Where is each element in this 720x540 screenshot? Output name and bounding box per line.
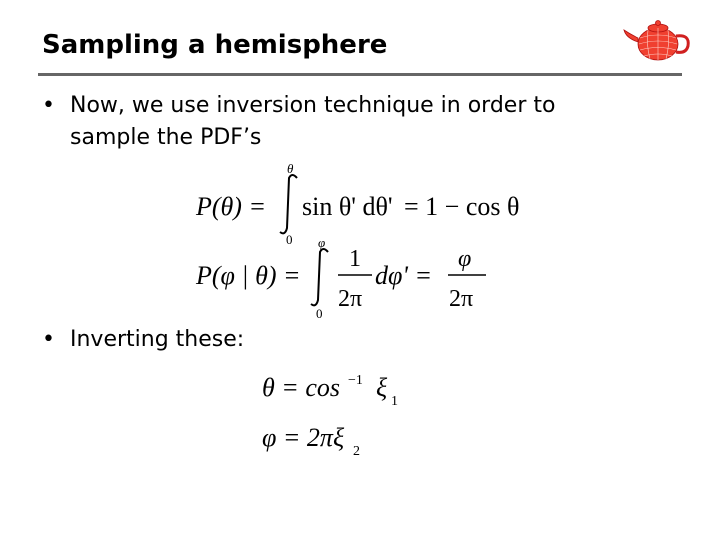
bullet-marker: • — [42, 327, 55, 352]
eq4-main: φ = 2πξ — [262, 423, 345, 452]
eq4-subscript: 2 — [353, 444, 360, 459]
bullet-text-line2: sample the PDF’s — [70, 125, 262, 150]
eq2-upper-limit: φ — [318, 235, 326, 250]
eq3-superscript: −1 — [348, 373, 363, 388]
bullet-marker: • — [42, 93, 55, 118]
eq1-integrand: sin θ' dθ' — [302, 192, 393, 221]
slide-title: Sampling a hemisphere — [42, 30, 388, 60]
eq2-lhs: P(φ | θ) = — [196, 261, 301, 290]
eq3-subscript: 1 — [391, 394, 398, 409]
eq3-main: θ = cos — [262, 373, 340, 402]
eq2-frac-denominator: 2π — [338, 286, 363, 312]
bullet-text: Inverting these: — [70, 327, 245, 352]
eq2-differential: dφ' = — [375, 261, 432, 290]
eq2-rhs-denominator: 2π — [449, 286, 474, 312]
eq1-rhs: = 1 − cos θ — [404, 192, 520, 221]
bullet-text-line1: Now, we use inversion technique in order to — [70, 93, 556, 118]
eq1-lhs: P(θ) = — [196, 192, 267, 221]
eq2-rhs-numerator: φ — [458, 246, 472, 272]
eq1-lower-limit: 0 — [286, 232, 293, 247]
eq1-upper-limit: θ — [287, 161, 294, 176]
eq2-frac-numerator: 1 — [349, 246, 361, 272]
eq2-lower-limit: 0 — [316, 306, 323, 321]
eq3-xi: ξ — [376, 373, 388, 402]
